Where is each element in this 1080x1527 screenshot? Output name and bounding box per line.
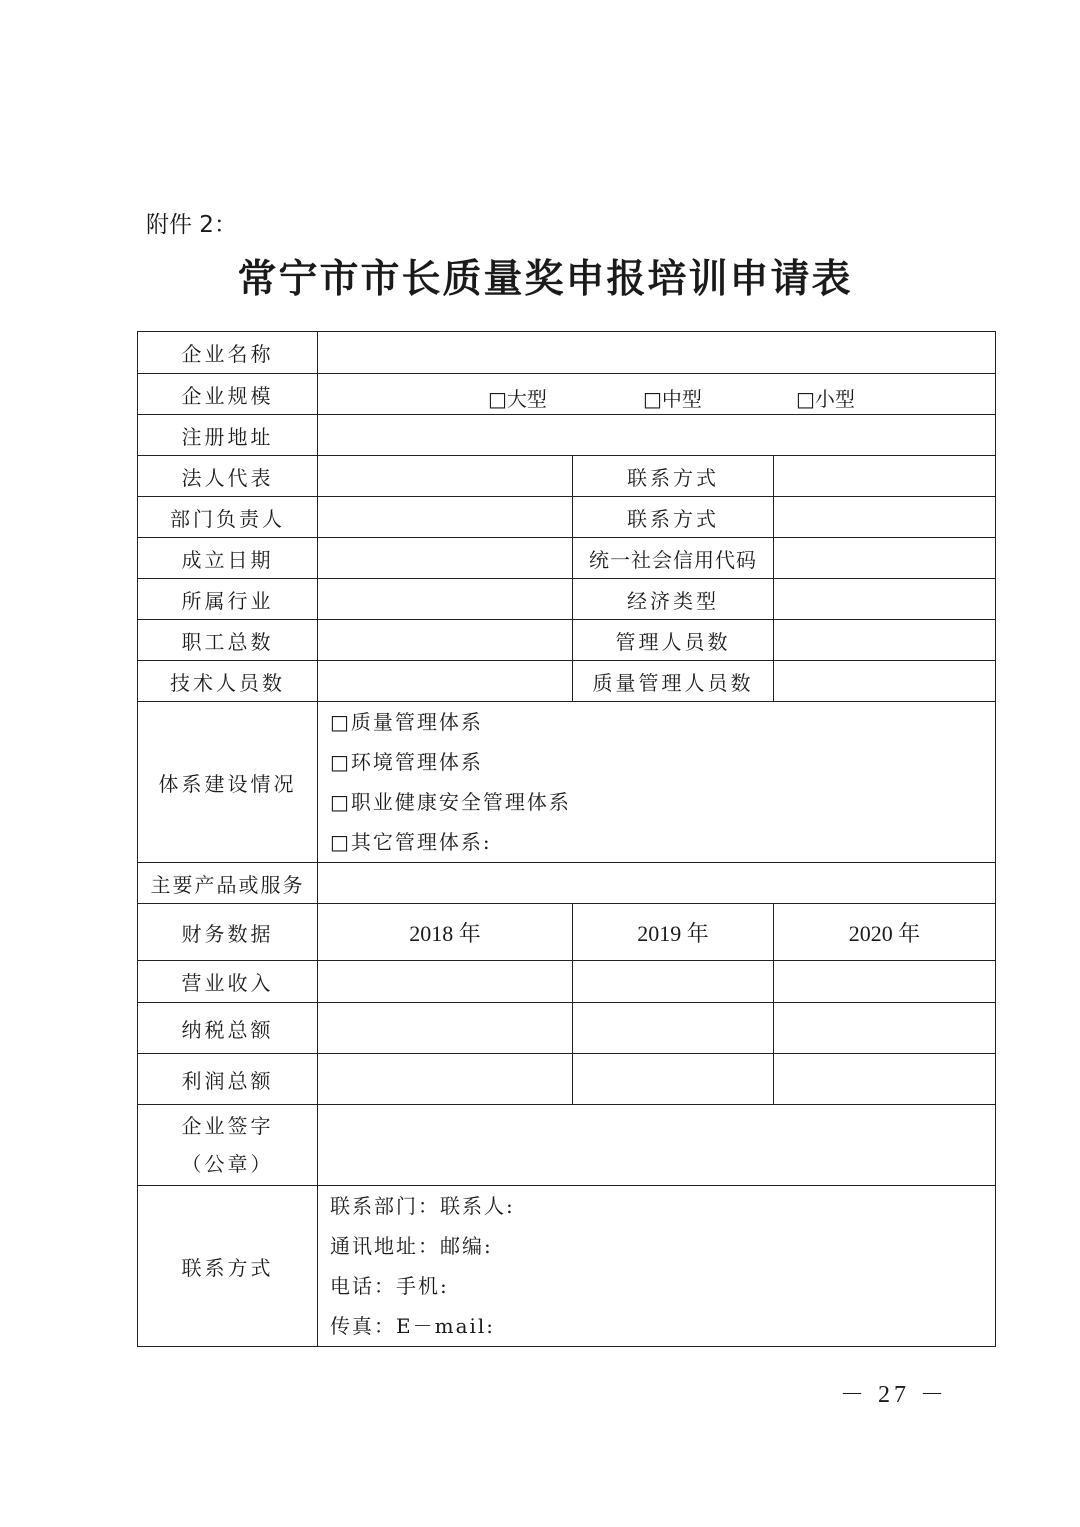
staff-total-label: 职工总数 [138,620,318,661]
signature-label-cell [138,1105,318,1186]
revenue-2019-field[interactable] [573,961,774,1003]
company-scale-label: 企业规模 [138,374,318,415]
profit-2018-field[interactable] [318,1054,573,1105]
company-name-label: 企业名称 [138,332,318,374]
scale-option-small[interactable]: □小型 [796,387,855,411]
tax-2020-field[interactable] [774,1003,996,1054]
signature-label: 企业签字 [181,1114,274,1138]
reg-address-label: 注册地址 [138,415,318,456]
tech-count-field[interactable] [318,661,573,702]
staff-total-field[interactable] [318,620,573,661]
finance-label: 财务数据 [138,904,318,961]
contact-info-lines [318,1186,996,1347]
system-option-environment[interactable]: □环境管理体系 [330,750,483,774]
found-date-field[interactable] [318,538,573,579]
revenue-2018-field[interactable] [318,961,573,1003]
scale-option-medium[interactable]: □中型 [643,387,702,411]
year-2020: 2020 年 [774,904,996,961]
legal-rep-field[interactable] [318,456,573,497]
signature-field[interactable] [318,1105,996,1186]
year-2018: 2018 年 [318,904,573,961]
system-label: 体系建设情况 [138,702,318,863]
legal-rep-label: 法人代表 [138,456,318,497]
dept-head-field[interactable] [318,497,573,538]
legal-rep-contact-field[interactable] [774,456,996,497]
page-number: － 27 － [840,1382,948,1408]
revenue-label: 营业收入 [138,961,318,1003]
system-option-other[interactable]: □其它管理体系: [330,830,492,854]
contact-info-label: 联系方式 [138,1186,318,1347]
contact-line-dept[interactable]: 联系部门：联系人: [330,1194,515,1218]
credit-code-label: 统一社会信用代码 [573,538,774,579]
industry-field[interactable] [318,579,573,620]
credit-code-field[interactable] [774,538,996,579]
tax-2018-field[interactable] [318,1003,573,1054]
document-title: 常宁市市长质量奖申报培训申请表 [237,256,853,302]
dept-head-contact-field[interactable] [774,497,996,538]
contact-line-fax-email[interactable]: 传真：E－mail: [330,1314,496,1338]
company-name-field[interactable] [318,332,996,374]
attachment-label: 附件 2： [146,212,237,238]
econ-type-field[interactable] [774,579,996,620]
application-form-table [137,331,996,1347]
found-date-label: 成立日期 [138,538,318,579]
dept-head-label: 部门负责人 [138,497,318,538]
dept-head-contact-label: 联系方式 [573,497,774,538]
mgmt-count-label: 管理人员数 [573,620,774,661]
system-option-ohs[interactable]: □职业健康安全管理体系 [330,790,571,814]
qm-count-field[interactable] [774,661,996,702]
tech-count-label: 技术人员数 [138,661,318,702]
system-option-quality[interactable]: □质量管理体系 [330,710,483,734]
tax-2019-field[interactable] [573,1003,774,1054]
contact-line-address[interactable]: 通讯地址：邮编: [330,1234,493,1258]
year-2019: 2019 年 [573,904,774,961]
profit-2019-field[interactable] [573,1054,774,1105]
products-label: 主要产品或服务 [138,863,318,904]
contact-line-phone[interactable]: 电话：手机: [330,1274,449,1298]
mgmt-count-field[interactable] [774,620,996,661]
reg-address-field[interactable] [318,415,996,456]
system-options [318,702,996,863]
qm-count-label: 质量管理人员数 [573,661,774,702]
legal-rep-contact-label: 联系方式 [573,456,774,497]
profit-2020-field[interactable] [774,1054,996,1105]
scale-option-large[interactable]: □大型 [488,387,547,411]
econ-type-label: 经济类型 [573,579,774,620]
industry-label: 所属行业 [138,579,318,620]
profit-label: 利润总额 [138,1054,318,1105]
products-field[interactable] [318,863,996,904]
seal-label: （公章） [181,1152,274,1176]
revenue-2020-field[interactable] [774,961,996,1003]
tax-label: 纳税总额 [138,1003,318,1054]
company-scale-field [318,374,996,415]
